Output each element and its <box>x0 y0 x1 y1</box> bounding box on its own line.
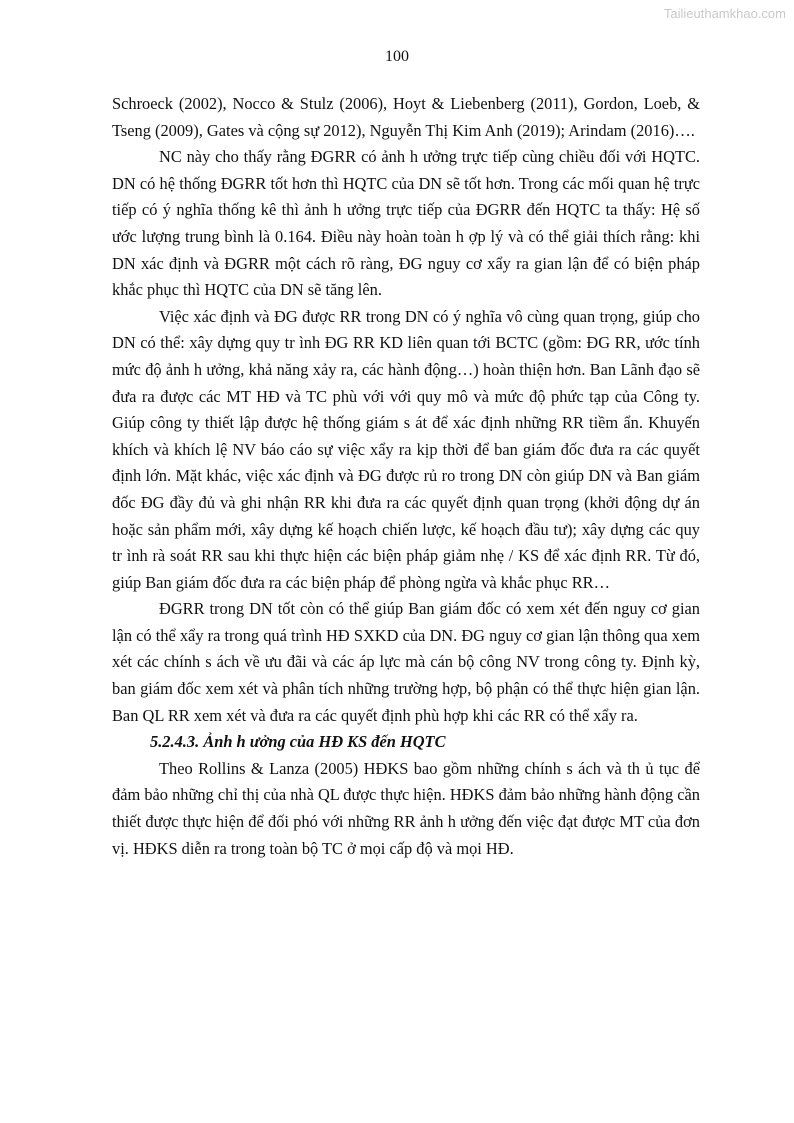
watermark: Tailieuthamkhao.com <box>663 6 786 21</box>
paragraph-citations: Schroeck (2002), Nocco & Stulz (2006), Hoyt & Liebenberg (2011), Gordon, Loeb, & Tseng (2009), Gates và cộng sự 2012), Nguyễn Thị Kim Anh (2019); Arindam (2016)…. <box>112 94 700 140</box>
paragraph-control-activities: Theo Rollins & Lanza (2005) HĐKS bao gồm những chính s ách và th ủ tục để đảm bảo những chỉ thị của nhà QL được thực hiện. HĐKS đảm bảo những hành động cần thiết được thực hiện để đối phó với những RR ảnh h ưởng đến việc đạt được MT của đơn vị. HĐKS diễn ra trong toàn bộ TC ở mọi cấp độ và mọi HĐ. <box>112 758 700 858</box>
section-heading: 5.2.4.3. Ảnh h ưởng của HĐ KS đến HQTC <box>150 732 446 752</box>
page-number: 100 <box>385 48 409 65</box>
paragraph-dgrr-effect: NC này cho thấy rằng ĐGRR có ảnh h ưởng trực tiếp cùng chiều đối với HQTC. DN có hệ thống ĐGRR tốt hơn thì HQTC của DN sẽ tốt hơn. Trong các mối quan hệ trực tiếp có ý nghĩa thống kê thì ảnh h ưởng trực tiếp của ĐGRR đến HQTC ta thấy: Hệ số ước lượng trung bình là 0.164. Điều này hoàn toàn h ợp lý và có thể giải thích rằng: khi DN xác định và ĐGRR một cách rõ ràng, ĐG nguy cơ xẩy ra gian lận để có biện pháp khắc phục thì HQTC của DN sẽ tăng lên. <box>112 147 700 300</box>
page-body <box>112 91 700 862</box>
paragraph-risk-identification: Việc xác định và ĐG được RR trong DN có ý nghĩa vô cùng quan trọng, giúp cho DN có thể: xây dựng quy tr ình ĐG RR KD liên quan tới BCTC (gồm: ĐG RR, ước tính mức độ ảnh h ưởng, khả năng xảy ra, các hành động…) hoàn thiện hơn. Ban Lãnh đạo sẽ đưa ra được các MT HĐ và TC phù với với quy mô và mức độ phức tạp của Công ty. Giúp công ty thiết lập được hệ thống giám s át để xác định những RR tiềm ẩn. Khuyến khích và khích lệ NV báo cáo sự việc xẩy ra kịp thời để ban giám đốc đưa ra các quyết định lớn. Mặt khác, việc xác định và ĐG được rủ ro trong DN còn giúp DN và Ban giám đốc ĐG đầy đủ và ghi nhận RR khi đưa ra các quyết định quan trọng (khởi động dự án hoặc sản phẩm mới, xây dựng kế hoạch chiến lược, kế hoạch đầu tư); xây dựng các quy tr ình rà soát RR sau khi thực hiện các biện pháp giảm nhẹ / KS để xác định RR. Từ đó, giúp Ban giám đốc đưa ra các biện pháp để phòng ngừa và khắc phục RR… <box>112 306 700 592</box>
paragraph-fraud-risk: ĐGRR trong DN tốt còn có thể giúp Ban giám đốc có xem xét đến nguy cơ gian lận có thể xẩy ra trong quá trình HĐ SXKD của DN. ĐG nguy cơ gian lận thông qua xem xét các chính s ách về ưu đãi và các áp lực mà cán bộ công NV trong công ty. Định kỳ, ban giám đốc xem xét và phân tích những trường hợp, bộ phận có thể thực hiện gian lận. Ban QL RR xem xét và đưa ra các quyết định phù hợp khi các RR có thể xẩy ra. <box>112 599 700 725</box>
